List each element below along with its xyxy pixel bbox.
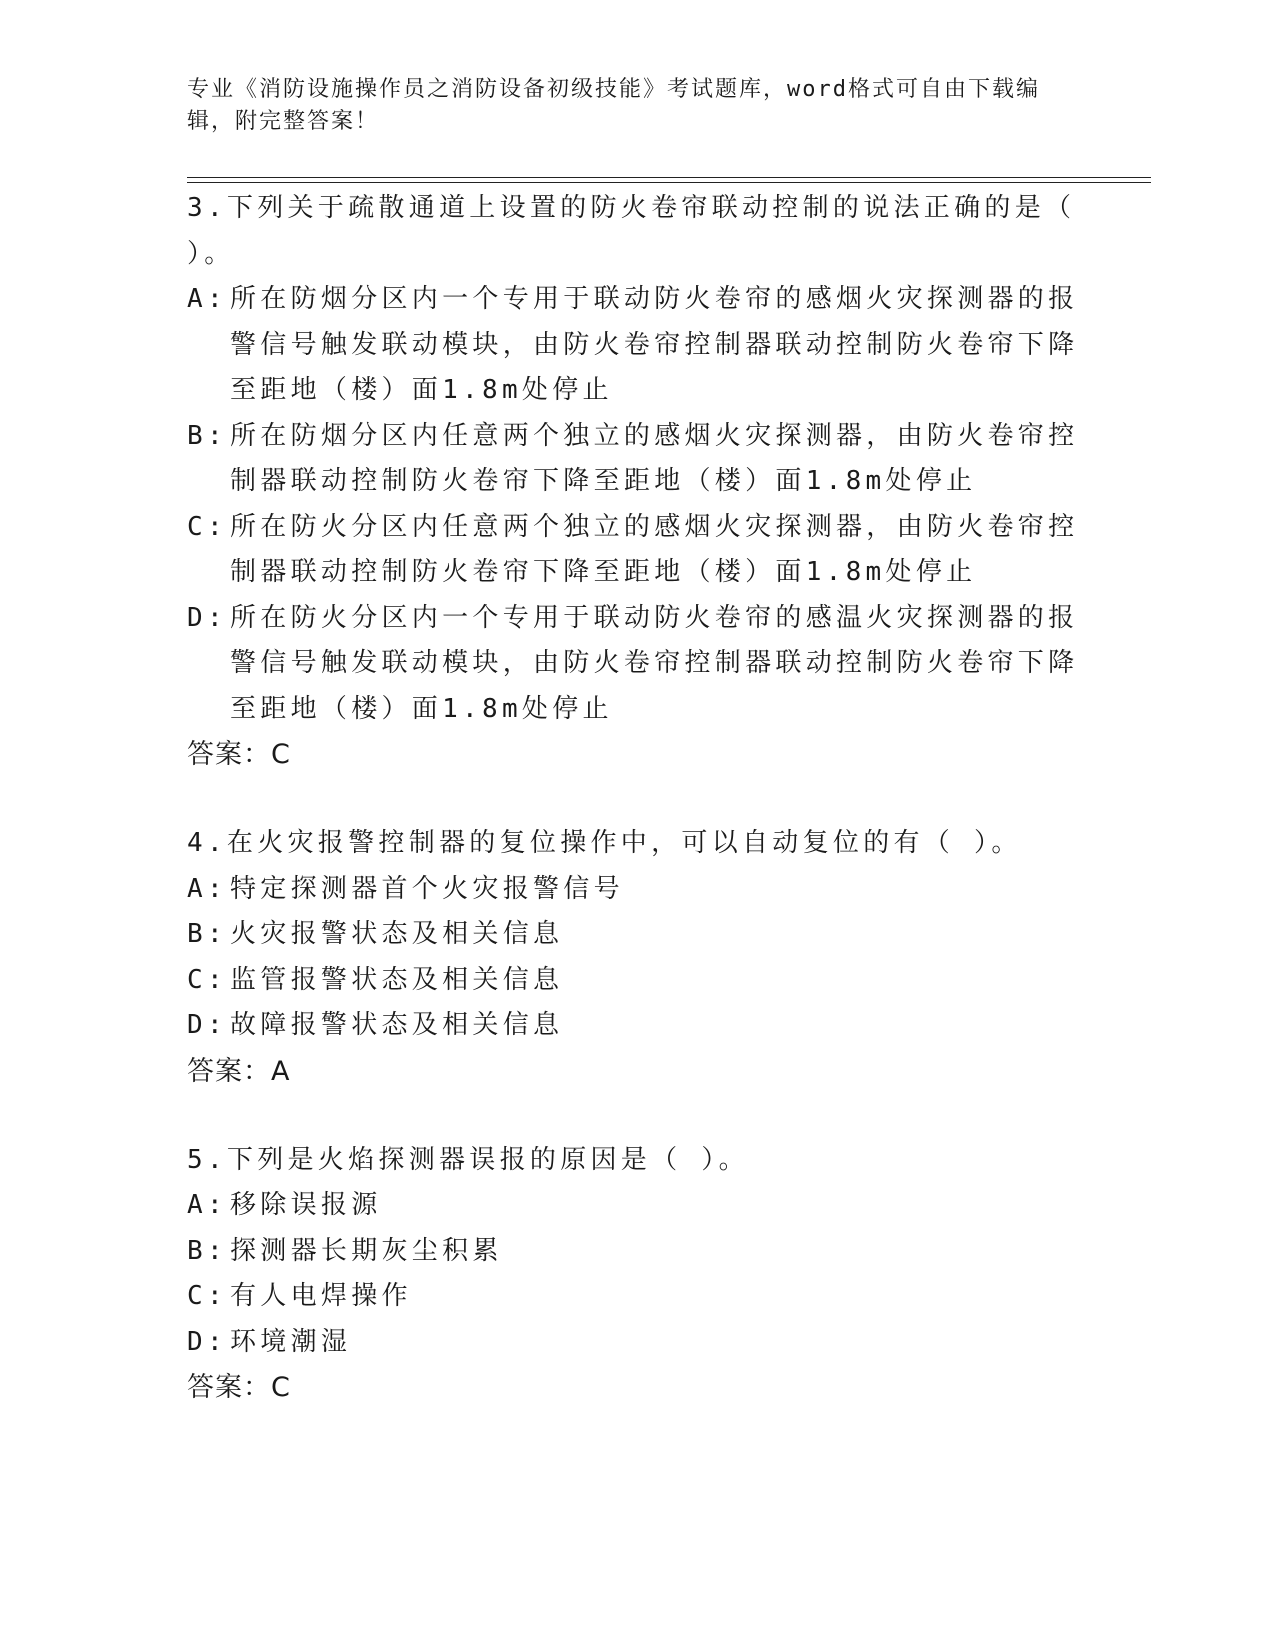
option-text: 故障报警状态及相关信息 (230, 1010, 564, 1040)
question-3 (187, 186, 1087, 777)
option-b (187, 912, 1087, 958)
question-stem: 4.在火灾报警控制器的复位操作中，可以自动复位的有（ ）。 (187, 828, 1022, 858)
question-stem: 5.下列是火焰探测器误报的原因是（ ）。 (187, 1144, 749, 1175)
option-key: B: (187, 1235, 227, 1266)
option-text: 火灾报警状态及相关信息 (230, 919, 564, 949)
question-stem: 3.下列关于疏散通道上设置的防火卷帘联动控制的说法正确的是（ ）。 (187, 193, 1076, 269)
option-b (187, 1229, 1087, 1275)
option-text: 有人电焊操作 (230, 1281, 412, 1311)
option-key: A: (187, 873, 227, 904)
option-key: A: (187, 284, 227, 314)
option-b (187, 414, 1087, 505)
option-text: 移除误报源 (230, 1190, 382, 1220)
option-text: 所在防火分区内一个专用于联动防火卷帘的感温火灾探测器的报警信号触发联动模块，由防火卷帘控制器联动控制防火卷帘下降至距地（楼）面1.8m处停止 (230, 602, 1079, 724)
option-a (187, 277, 1087, 414)
option-c (187, 958, 1087, 1004)
option-text: 所在防烟分区内任意两个独立的感烟火灾探测器，由防火卷帘控制器联动控制防火卷帘下降至距地（楼）面1.8m处停止 (230, 420, 1079, 496)
option-d (187, 1320, 1087, 1366)
question-list (187, 186, 1087, 1410)
option-key: C: (187, 1281, 227, 1311)
option-d (187, 1003, 1087, 1049)
option-key: D: (187, 1010, 227, 1040)
option-text: 所在防火分区内任意两个独立的感烟火灾探测器，由防火卷帘控制器联动控制防火卷帘下降至距地（楼）面1.8m处停止 (230, 511, 1079, 587)
option-key: C: (187, 511, 227, 542)
option-key: D: (187, 602, 227, 633)
header-divider-top (187, 177, 1151, 178)
option-a (187, 867, 1087, 913)
option-key: B: (187, 919, 227, 949)
option-text: 监管报警状态及相关信息 (230, 964, 564, 995)
option-text: 所在防烟分区内一个专用于联动防火卷帘的感烟火灾探测器的报警信号触发联动模块，由防火卷帘控制器联动控制防火卷帘下降至距地（楼）面1.8m处停止 (230, 284, 1079, 405)
option-text: 环境潮湿 (230, 1326, 352, 1357)
option-d (187, 596, 1087, 733)
option-a (187, 1183, 1087, 1229)
answer-label: 答案：C (187, 1372, 291, 1403)
option-key: A: (187, 1190, 227, 1220)
question-5 (187, 1138, 1087, 1411)
option-c (187, 1274, 1087, 1320)
option-text: 特定探测器首个火灾报警信号 (230, 873, 624, 904)
option-text: 探测器长期灰尘积累 (230, 1235, 503, 1266)
question-4 (187, 821, 1087, 1094)
answer-label: 答案：A (187, 1055, 291, 1087)
header-divider-bottom (187, 182, 1151, 183)
option-key: D: (187, 1326, 227, 1357)
option-c (187, 505, 1087, 596)
document-header: 专业《消防设施操作员之消防设备初级技能》考试题库，word格式可自由下载编辑，附完整答案！ (187, 77, 1040, 134)
option-key: C: (187, 964, 227, 995)
option-key: B: (187, 420, 227, 451)
answer-label: 答案：C (187, 739, 291, 770)
